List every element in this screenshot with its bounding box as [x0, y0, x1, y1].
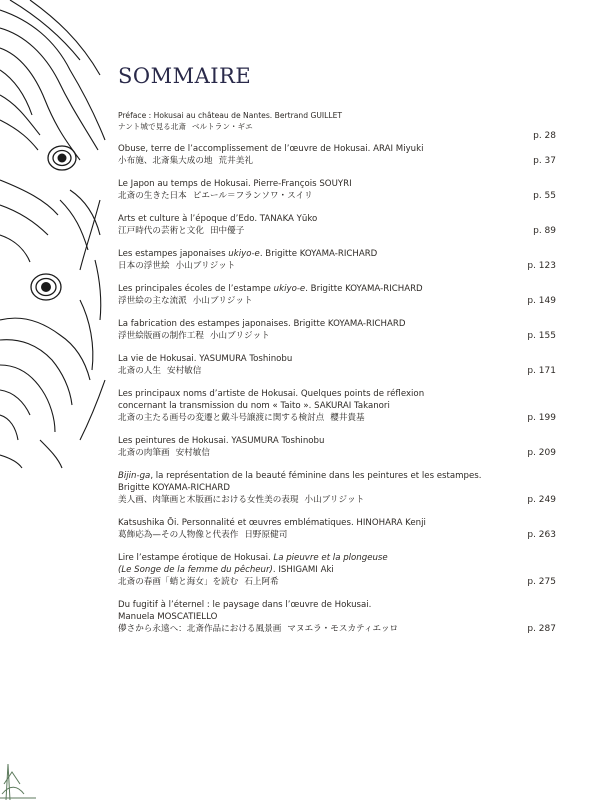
toc-entry: [118, 143, 556, 167]
toc-entry-title: Katsushika Ōi. Personnalité et œuvres emblématiques. HINOHARA Kenji: [118, 518, 426, 528]
toc-entry-japanese-author: マヌエラ・モスカティエッロ: [287, 624, 399, 634]
toc-entry-page: p. 123: [527, 261, 556, 271]
toc-entry-japanese: 北斎の肉筆画 安村敏信: [118, 448, 210, 458]
toc-entry-japanese-author: 日野原健司: [244, 530, 288, 540]
toc-entry-title: Préface : Hokusai au château de Nantes. Bertrand GUILLET: [118, 111, 343, 120]
toc-entry-title: Le Japon au temps de Hokusai. Pierre-François SOUYRI: [118, 179, 352, 189]
toc-entry-title: Lire l’estampe érotique de Hokusai. La pieuvre et la plongeuse: [118, 553, 388, 563]
toc-entry-japanese: 北斎の人生 安村敏信: [118, 366, 202, 376]
toc-entry: [118, 318, 556, 342]
toc-entry-page: p. 89: [533, 226, 556, 236]
toc-entry-japanese: 浮世絵版画の制作工程 小山ブリジット: [118, 331, 270, 341]
toc-entry-japanese: 美人画、肉筆画と木版画における女性美の表現 小山ブリジット: [118, 495, 365, 505]
toc-entry: [118, 178, 556, 202]
toc-entry-page: p. 287: [527, 624, 556, 634]
table-of-contents: [118, 110, 556, 646]
toc-entry-japanese-author: 小山ブリジット: [175, 261, 236, 271]
toc-entry-page: p. 155: [527, 331, 556, 341]
toc-entry: [118, 552, 556, 588]
toc-entry: [118, 435, 556, 459]
toc-entry-page: p. 249: [527, 495, 556, 505]
toc-entry-japanese-author: 小山ブリジット: [304, 495, 365, 505]
toc-entry: [118, 248, 556, 272]
toc-entry-japanese: 日本の浮世絵 小山ブリジット: [118, 261, 236, 271]
toc-entry-title: Les principales écoles de l’estampe ukiyo-e. Brigitte KOYAMA-RICHARD: [118, 284, 423, 294]
toc-entry: [118, 283, 556, 307]
toc-entry-title-line2: Manuela MOSCATIELLO: [118, 612, 218, 622]
toc-entry-page: p. 37: [533, 156, 556, 166]
toc-entry-japanese-author: 櫻井貴基: [330, 413, 365, 423]
toc-entry-page: p. 149: [527, 296, 556, 306]
toc-entry-page: p. 55: [533, 191, 556, 201]
toc-entry-title: Les peintures de Hokusai. YASUMURA Toshinobu: [118, 436, 325, 446]
toc-entry: [118, 470, 556, 506]
corner-illustration: [0, 754, 40, 800]
toc-entry-japanese-author: 小山ブリジット: [192, 296, 253, 306]
toc-entry-japanese: 葛飾応為—その人物像と代表作 日野原健司: [118, 530, 288, 540]
toc-entry-page: p. 171: [527, 366, 556, 376]
decorative-lineart-illustration: [0, 0, 110, 470]
toc-entry-japanese: 小布施、北斎集大成の地 荒井美礼: [118, 156, 253, 166]
toc-entry-title-line2: concernant la transmission du nom « Taito ». SAKURAI Takanori: [118, 401, 390, 411]
toc-entry-page: p. 275: [527, 577, 556, 587]
toc-entry-title-line2: Brigitte KOYAMA-RICHARD: [118, 483, 230, 493]
toc-entry-japanese-author: 安村敏信: [166, 366, 202, 376]
toc-entry-title: Obuse, terre de l’accomplissement de l’œuvre de Hokusai. ARAI Miyuki: [118, 144, 424, 154]
toc-entry-japanese-author: ピエール＝フランソワ・スイリ: [192, 191, 313, 201]
toc-entry: [118, 517, 556, 541]
toc-entry-japanese-author: 安村敏信: [175, 448, 210, 458]
toc-entry-page: p. 28: [533, 131, 556, 141]
toc-entry-title: Du fugitif à l’éternel : le paysage dans l’œuvre de Hokusai.: [118, 600, 372, 610]
toc-entry-japanese-author: 小山ブリジット: [209, 331, 270, 341]
toc-entry-japanese: 北斎の生きた日本 ピエール＝フランソワ・スイリ: [118, 191, 313, 201]
toc-entry: [118, 353, 556, 377]
toc-entry-title: Les estampes japonaises ukiyo-e. Brigitte KOYAMA-RICHARD: [118, 249, 378, 259]
toc-entry-title-line2: (Le Songe de la femme du pêcheur). ISHIGAMI Aki: [118, 565, 334, 575]
toc-entry: [118, 213, 556, 237]
toc-entry-title: La vie de Hokusai. YASUMURA Toshinobu: [118, 354, 293, 364]
toc-entry-title: La fabrication des estampes japonaises. Brigitte KOYAMA-RICHARD: [118, 319, 406, 329]
toc-entry-japanese: 浮世絵の主な流派 小山ブリジット: [118, 296, 253, 306]
toc-entry-page: p. 263: [527, 530, 556, 540]
toc-entry-title: Bijin-ga, la représentation de la beauté féminine dans les peintures et les estampes.: [118, 471, 482, 481]
toc-entry-japanese: 儚さから永遠へ：北斎作品における風景画 マヌエラ・モスカティエッロ: [118, 624, 399, 634]
toc-entry: [118, 110, 556, 141]
toc-entry-japanese-author: 荒井美礼: [218, 156, 253, 166]
toc-entry-japanese: ナント城で見る北斎 ベルトラン・ギエ: [118, 122, 253, 131]
toc-entry-japanese-author: 田中優子: [209, 226, 245, 236]
toc-entry-title: Les principaux noms d’artiste de Hokusai. Quelques points de réflexion: [118, 389, 425, 399]
page-title: SOMMAIRE: [118, 64, 252, 88]
toc-entry-japanese: 北斎の春画「蛸と海女」を読む 石上阿希: [118, 577, 279, 587]
toc-entry-page: p. 199: [527, 413, 556, 423]
toc-entry-japanese: 江戸時代の芸術と文化 田中優子: [118, 226, 245, 236]
toc-entry: [118, 599, 556, 635]
toc-entry-japanese-author: 石上阿希: [244, 577, 279, 587]
toc-entry: [118, 388, 556, 424]
toc-entry-japanese-author: ベルトラン・ギエ: [191, 122, 253, 131]
toc-entry-title: Arts et culture à l’époque d’Edo. TANAKA Yūko: [118, 214, 318, 224]
toc-entry-page: p. 209: [527, 448, 556, 458]
toc-entry-japanese: 北斎の主たる画号の変遷と戴斗号譲渡に関する検討点 櫻井貴基: [118, 413, 365, 423]
